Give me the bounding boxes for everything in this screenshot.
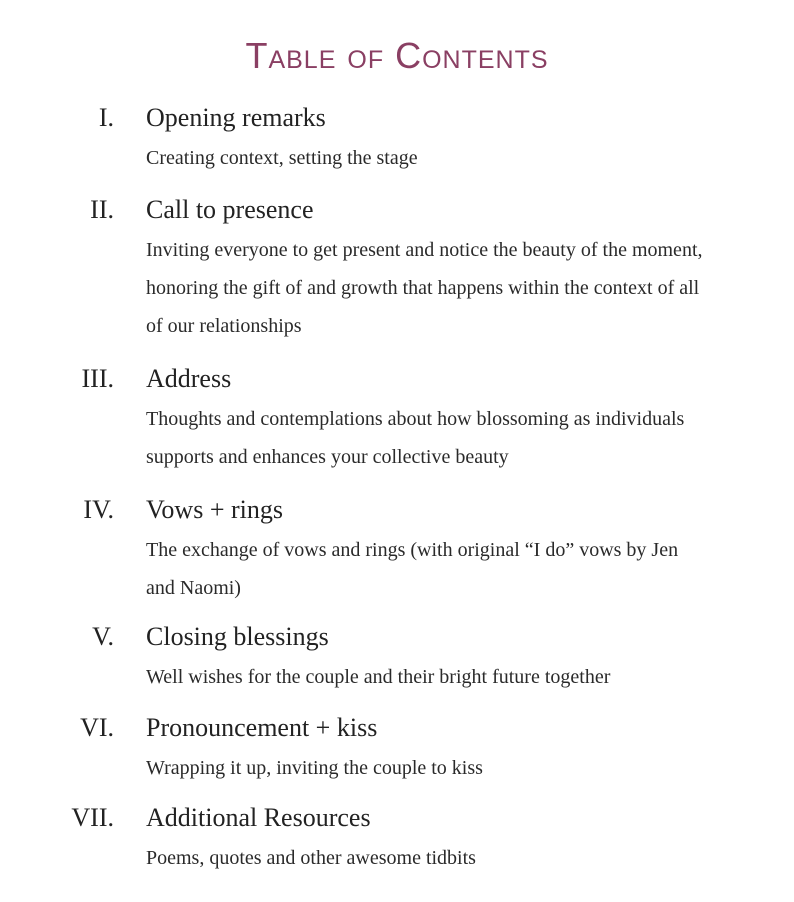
page-title: Table of Contents (245, 35, 549, 76)
toc-heading: Vows + rings (146, 495, 283, 524)
toc-description: Inviting everyone to get present and notice the beauty of the moment, honoring the gift of and growth that happens within the context of all of our relationships (146, 239, 703, 337)
toc-numeral: I. (98, 103, 114, 132)
toc-description: Thoughts and contemplations about how blossoming as individuals supports and enhances your collective beauty (146, 408, 685, 468)
toc-heading: Additional Resources (146, 803, 371, 832)
toc-numeral: VII. (71, 803, 114, 832)
toc-heading: Pronouncement + kiss (146, 713, 378, 742)
toc-numeral: VI. (80, 713, 114, 742)
toc-numeral: V. (92, 622, 114, 651)
toc-heading: Opening remarks (146, 103, 326, 132)
toc-description: The exchange of vows and rings (with original “I do” vows by Jen and Naomi) (146, 539, 679, 599)
toc-description: Well wishes for the couple and their bright future together (146, 666, 611, 688)
toc-heading: Call to presence (146, 195, 314, 224)
toc-description: Poems, quotes and other awesome tidbits (146, 847, 476, 869)
toc-numeral: III. (81, 364, 114, 393)
toc-description: Wrapping it up, inviting the couple to kiss (146, 757, 483, 779)
toc-description: Creating context, setting the stage (146, 147, 418, 169)
toc-numeral: II. (90, 195, 114, 224)
toc-heading: Address (146, 364, 232, 393)
toc-heading: Closing blessings (146, 622, 329, 651)
toc-numeral: IV. (83, 495, 114, 524)
